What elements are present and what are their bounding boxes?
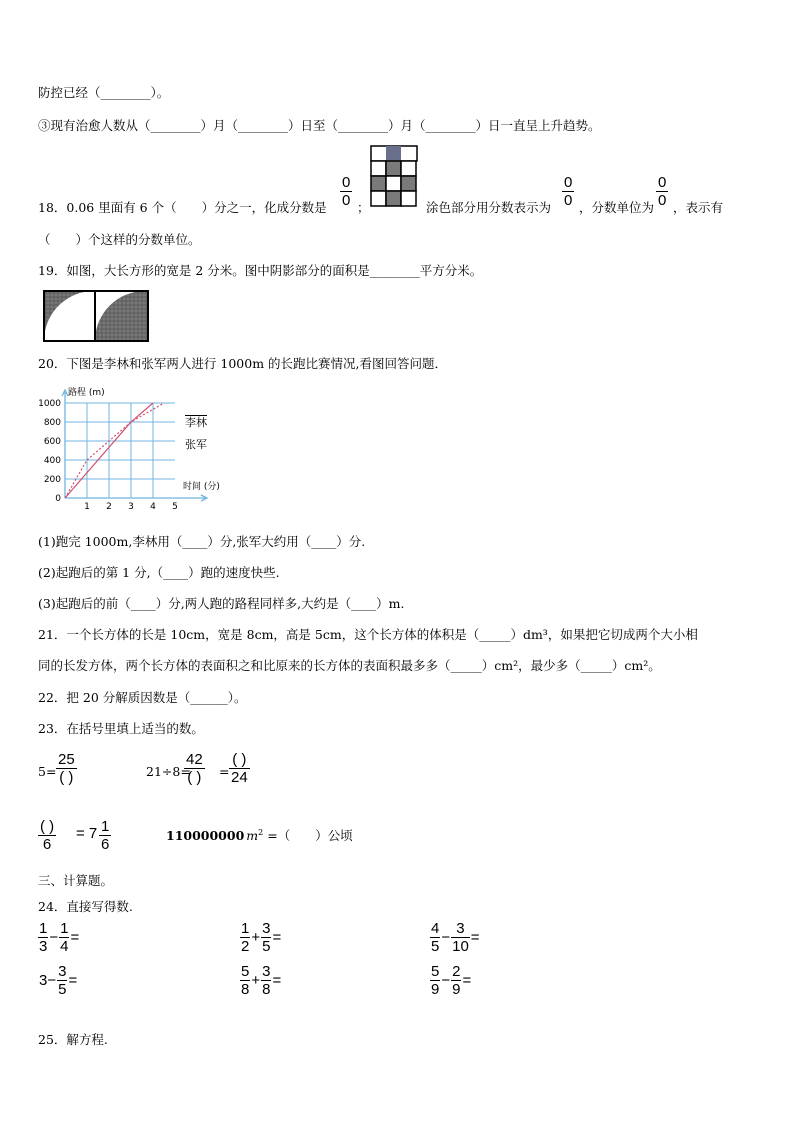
calc-expression-c6[interactable] xyxy=(430,963,472,998)
q20-text: 20．下图是李林和张军两人进行 1000m 的长跑比赛情况,看图回答问题． xyxy=(38,356,447,371)
fraction-numerator: ( ) xyxy=(40,818,55,835)
fraction-numerator: 3 xyxy=(262,920,271,937)
fraction-numerator: ( ) xyxy=(232,751,247,768)
calc-fraction xyxy=(59,920,69,955)
grid-cell xyxy=(386,176,401,191)
calc-fraction xyxy=(451,920,470,955)
q23-eq4-rest: =（ ）公顷 xyxy=(267,828,353,843)
chart-y-tick-label: 400 xyxy=(43,456,61,466)
fraction-numerator: 1 xyxy=(60,920,69,937)
calc-operator: − xyxy=(441,929,451,946)
q18-part-e: ，表示有 xyxy=(673,200,724,215)
calc-fraction xyxy=(430,963,440,998)
chart-x-axis-label: 时间 (分) xyxy=(183,482,220,492)
chart-x-tick-label: 3 xyxy=(128,502,134,512)
calc-fraction xyxy=(261,963,271,998)
fraction-denominator: 6 xyxy=(101,836,110,853)
q23-eq4-number: 110000000 xyxy=(166,828,245,843)
q18-part-c: 涂色部分用分数表示为 xyxy=(426,200,552,215)
fraction-denominator: 9 xyxy=(431,981,440,998)
fraction-denominator: 0 xyxy=(564,192,573,209)
q23-eq4-exponent: 2 xyxy=(258,827,264,837)
shaded-grid-svg xyxy=(370,145,418,209)
chart-y-tick-label: 0 xyxy=(55,494,61,504)
q18-fraction-blank-2[interactable] xyxy=(562,174,574,209)
q23-eq2-lhs: 21÷8= xyxy=(146,764,191,779)
grid-cell xyxy=(401,191,416,206)
fraction-numerator: 25 xyxy=(58,751,75,768)
grid-cell xyxy=(371,176,386,191)
line-recovery-trend: ③现有治愈人数从（________）月（________）日至（________）月（________）日一直呈上升趋势。 xyxy=(38,118,601,133)
legend-li-lin xyxy=(185,414,207,430)
q23-fraction-over-6[interactable] xyxy=(38,818,56,853)
fraction-denominator: 5 xyxy=(262,938,271,955)
calc-equals: = xyxy=(272,929,282,946)
q18-part-a: 18．0.06 里面有 6 个（ ）分之一，化成分数是 xyxy=(38,200,327,215)
calc-equals: = xyxy=(462,972,472,989)
grid-cell xyxy=(401,176,416,191)
chart-y-tick-label: 800 xyxy=(43,418,61,428)
fraction-numerator: 3 xyxy=(456,920,465,937)
q23-eq4 xyxy=(166,826,353,844)
calc-whole-part: 3− xyxy=(39,972,57,989)
grid-cell xyxy=(386,191,401,206)
q24-text: 24．直接写得数. xyxy=(38,899,133,914)
chart-series-line-zhang-jun xyxy=(65,403,164,498)
q19-text: 19．如图，大长方形的宽是 2 分米。图中阴影部分的面积是________平方分米。 xyxy=(38,263,483,278)
fraction-denominator: 0 xyxy=(342,192,351,209)
fraction-numerator: 1 xyxy=(101,818,110,835)
q18-fraction-blank-1[interactable] xyxy=(340,174,352,209)
calc-operator: + xyxy=(251,929,261,946)
calc-fraction xyxy=(240,920,250,955)
calc-expression-c5[interactable] xyxy=(240,963,282,998)
grid-cell xyxy=(386,161,401,176)
calc-equals: = xyxy=(272,972,282,989)
q23-fraction-25[interactable] xyxy=(56,751,77,786)
chart-y-tick-label: 1000 xyxy=(38,399,61,409)
q21-line-2: 同的长发方体，两个长方体的表面积之和比原来的长方体的表面积最多多（_____）cm²，最少多（_____）cm²。 xyxy=(38,658,661,673)
quarter-circle-rectangles xyxy=(43,290,149,342)
fraction-denominator: 9 xyxy=(452,981,461,998)
section-3-heading: 三、计算题。 xyxy=(38,873,114,888)
chart-x-tick-label: 1 xyxy=(84,502,90,512)
calc-operator: − xyxy=(441,972,451,989)
fraction-denominator: 5 xyxy=(58,981,67,998)
q19-figure xyxy=(43,290,149,345)
q18-part-f: （ ）个这样的分数单位。 xyxy=(38,232,201,247)
grid-cell xyxy=(371,161,386,176)
fraction-numerator: 0 xyxy=(658,174,667,191)
calc-operator: + xyxy=(251,972,261,989)
fraction-denominator: 10 xyxy=(452,938,469,955)
chart-x-tick-label: 2 xyxy=(106,502,112,512)
fraction-denominator: 0 xyxy=(658,192,667,209)
fraction-denominator: 6 xyxy=(42,836,52,853)
q23-eq2-equals: = xyxy=(219,764,230,779)
q21-line-1: 21．一个长方体的长是 10cm，宽是 8cm，高是 5cm，这个长方体的体积是（_____）dm³，如果把它切成两个大小相 xyxy=(38,627,698,642)
fraction-denominator: 3 xyxy=(39,938,48,955)
q25-text: 25．解方程. xyxy=(38,1032,108,1047)
q22-text: 22．把 20 分解质因数是（______）。 xyxy=(38,690,247,705)
calc-equals: = xyxy=(470,929,480,946)
fraction-numerator: 5 xyxy=(241,963,250,980)
calc-fraction xyxy=(38,920,48,955)
q23-fraction-one-sixth xyxy=(99,818,111,853)
fraction-denominator: 2 xyxy=(241,938,250,955)
calc-fraction xyxy=(57,963,67,998)
q20-sub1: (1)跑完 1000m,李林用（____）分,张军大约用（____）分. xyxy=(38,534,366,549)
fraction-denominator: 4 xyxy=(60,938,69,955)
legend-zhang-jun xyxy=(185,436,207,452)
calc-fraction xyxy=(451,963,461,998)
fraction-numerator: 1 xyxy=(241,920,250,937)
fraction-numerator: 0 xyxy=(564,174,573,191)
calc-fraction xyxy=(261,920,271,955)
fraction-denominator: ( ) xyxy=(59,769,74,786)
q23-eq1-lhs: 5= xyxy=(38,764,57,779)
q18-part-d: ，分数单位为 xyxy=(579,200,655,215)
grid-cell xyxy=(371,191,386,206)
q20-sub3: (3)起跑后的前（____）分,两人跑的路程同样多,大约是（____）m. xyxy=(38,596,405,611)
chart-y-tick-label: 600 xyxy=(43,437,61,447)
calc-expression-c3[interactable] xyxy=(430,920,481,955)
legend-label-zhang-jun: 张军 xyxy=(185,438,207,451)
chart-y-axis-label: 路程 (m) xyxy=(68,388,105,398)
fraction-numerator: 5 xyxy=(431,963,440,980)
calc-fraction xyxy=(240,963,250,998)
q18-part-b: ； xyxy=(357,200,370,215)
shaded-grid-figure xyxy=(370,145,418,209)
calc-equals: = xyxy=(68,972,78,989)
q18-fraction-blank-3[interactable] xyxy=(656,174,668,209)
fraction-numerator: 0 xyxy=(342,174,351,191)
q23-eq4-unit: m xyxy=(246,828,259,843)
chart-y-tick-label: 200 xyxy=(43,475,61,485)
line-prevention: 防控已经（________）。 xyxy=(38,85,170,100)
legend-label-li-lin: 李林 xyxy=(185,416,207,429)
fraction-numerator: 1 xyxy=(39,920,48,937)
calc-expression-c2[interactable] xyxy=(240,920,282,955)
fraction-numerator: 3 xyxy=(58,963,67,980)
q18-text-a xyxy=(38,198,327,216)
grid-top-accent-cell xyxy=(386,146,401,161)
calc-operator: − xyxy=(49,929,59,946)
fraction-numerator: 42 xyxy=(186,751,203,768)
fraction-numerator: 4 xyxy=(431,920,440,937)
fraction-numerator: 2 xyxy=(452,963,461,980)
q23-text: 23．在括号里填上适当的数。 xyxy=(38,721,204,736)
chart-x-tick-label: 4 xyxy=(150,502,156,512)
calc-expression-c4[interactable] xyxy=(38,963,78,998)
fraction-denominator: 8 xyxy=(262,981,271,998)
q23-fraction-24[interactable] xyxy=(229,751,250,786)
q23-fraction-42[interactable] xyxy=(184,751,205,786)
chart-x-tick-label: 5 xyxy=(172,502,178,512)
fraction-denominator: 8 xyxy=(241,981,250,998)
fraction-denominator: 24 xyxy=(231,769,248,786)
fraction-denominator: ( ) xyxy=(187,769,202,786)
q20-sub2: (2)起跑后的第 1 分,（____）跑的速度快些. xyxy=(38,565,280,580)
fraction-numerator: 3 xyxy=(262,963,271,980)
q23-eq3-mid: = 7 xyxy=(76,825,98,842)
calc-equals: = xyxy=(70,929,80,946)
grid-cell xyxy=(401,161,416,176)
calc-expression-c1[interactable] xyxy=(38,920,80,955)
calc-fraction xyxy=(430,920,440,955)
fraction-denominator: 5 xyxy=(431,938,440,955)
